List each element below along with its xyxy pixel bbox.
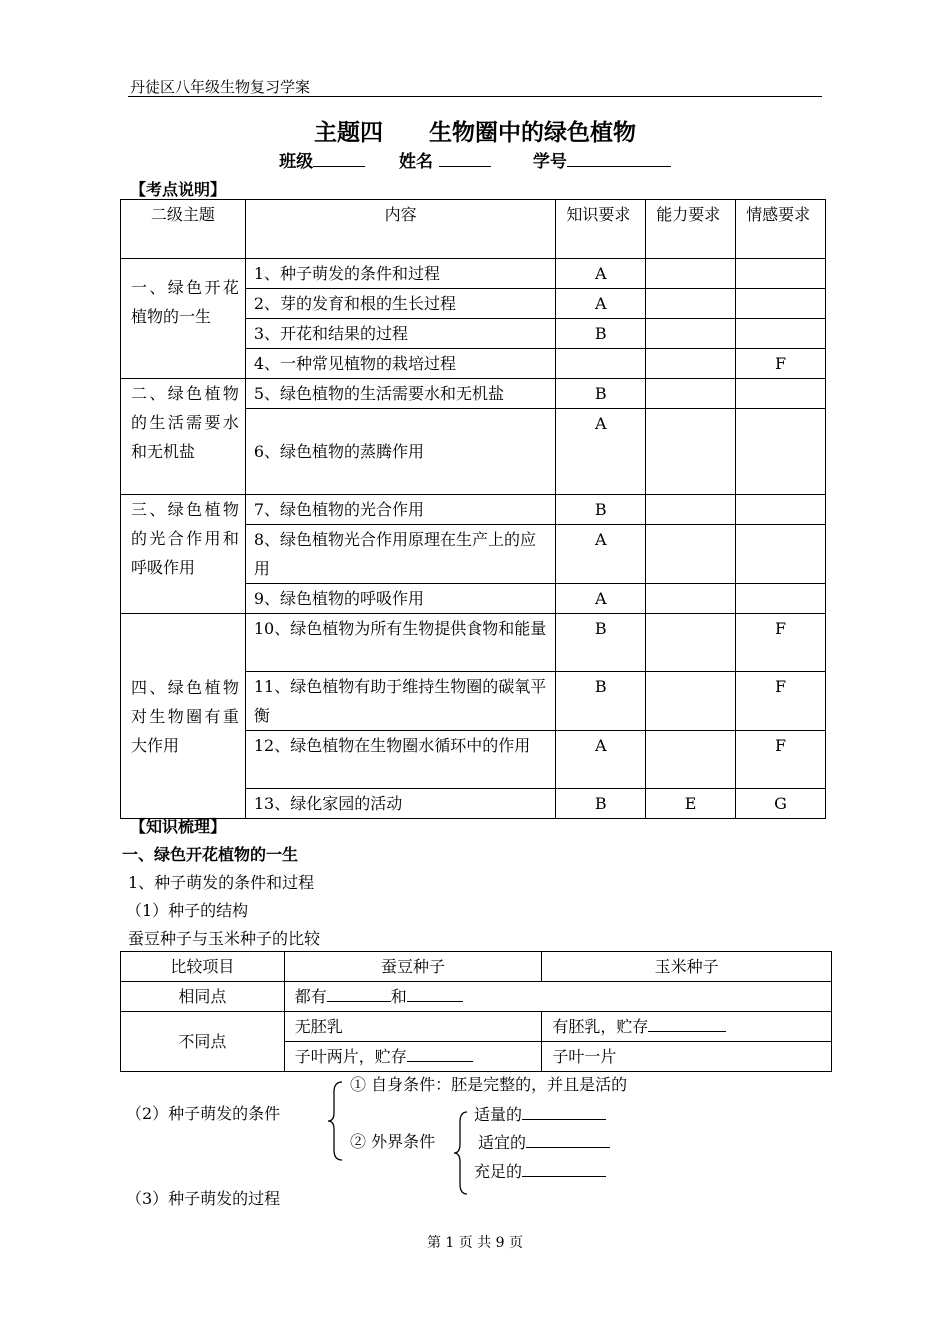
row-content: 13、绿化家园的活动	[245, 789, 555, 819]
row-content: 9、绿色植物的呼吸作用	[245, 584, 555, 614]
bean-diff-2-blank	[407, 1043, 473, 1062]
row-knowledge: B	[556, 379, 646, 409]
same-text-2: 和	[390, 987, 407, 1006]
row-content: 11、绿色植物有助于维持生物圈的碳氧平衡	[245, 672, 555, 731]
class-label: 班级	[279, 152, 314, 172]
row-ability	[646, 259, 736, 289]
row-content: 5、绿色植物的生活需要水和无机盐	[245, 379, 555, 409]
row-emotion	[736, 495, 826, 525]
header-emotion: 情感要求	[736, 200, 826, 259]
row-content: 4、一种常见植物的栽培过程	[245, 349, 555, 379]
name-blank	[439, 149, 491, 167]
corn-diff-1-text: 有胚乳，贮存	[552, 1017, 649, 1036]
row-ability	[646, 319, 736, 349]
sub1-seed-structure: （1）种子的结构	[126, 901, 249, 920]
row-emotion: G	[736, 789, 826, 819]
bean-diff-1: 无胚乳	[284, 1012, 542, 1042]
topic-2: 二、绿色植物的生活需要水和无机盐	[121, 379, 246, 495]
bean-diff-2	[284, 1042, 542, 1072]
row-ability	[646, 495, 736, 525]
row-knowledge: A	[556, 731, 646, 789]
row-knowledge: A	[556, 289, 646, 319]
conditions-label: （2）种子萌发的条件	[126, 1104, 281, 1123]
row-knowledge: A	[556, 409, 646, 495]
class-blank	[313, 149, 365, 167]
title-topic-name: 生物圈中的绿色植物	[429, 120, 636, 146]
ext-water-blank	[522, 1101, 606, 1120]
row-knowledge: A	[556, 525, 646, 584]
compare-header-item: 比较项目	[121, 952, 285, 982]
table-header-row	[121, 200, 826, 259]
page-footer: 第 1 页 共 9 页	[426, 1235, 524, 1251]
ext-temperature-text: 适宜的	[478, 1133, 527, 1152]
topic-1: 一、绿色开花植物的一生	[121, 259, 246, 379]
section-knowledge-review: 【知识梳理】	[130, 817, 227, 836]
row-ability	[646, 614, 736, 672]
table-row	[121, 614, 826, 672]
page-title	[0, 114, 950, 147]
same-label: 相同点	[121, 982, 285, 1012]
row-content: 7、绿色植物的光合作用	[245, 495, 555, 525]
row-content: 1、种子萌发的条件和过程	[245, 259, 555, 289]
header-ability: 能力要求	[646, 200, 736, 259]
compare-same-row	[121, 982, 832, 1012]
row-ability	[646, 379, 736, 409]
row-ability	[646, 525, 736, 584]
row-emotion: F	[736, 349, 826, 379]
corn-diff-1-blank	[648, 1013, 726, 1032]
row-ability	[646, 731, 736, 789]
process-label: （3）种子萌发的过程	[126, 1189, 281, 1208]
table-row	[121, 495, 826, 525]
compare-header-row	[121, 952, 832, 982]
row-knowledge	[556, 349, 646, 379]
row-emotion: F	[736, 731, 826, 789]
topic-4: 四、绿色植物对生物圈有重大作用	[121, 614, 246, 819]
compare-header-corn: 玉米种子	[542, 952, 832, 982]
name-label: 姓名	[399, 152, 433, 172]
document-header: 丹徒区八年级生物复习学案	[130, 78, 311, 96]
row-emotion	[736, 409, 826, 495]
row-emotion	[736, 289, 826, 319]
seed-compare-table	[120, 951, 832, 1072]
corn-diff-1	[542, 1012, 832, 1042]
ext-air	[474, 1158, 606, 1182]
row-emotion	[736, 525, 826, 584]
header-knowledge: 知识要求	[556, 200, 646, 259]
title-topic-number: 主题四	[314, 120, 383, 146]
compare-header-bean: 蚕豆种子	[284, 952, 542, 982]
corn-diff-2: 子叶一片	[542, 1042, 832, 1072]
row-content: 10、绿色植物为所有生物提供食物和能量	[245, 614, 555, 672]
row-emotion: F	[736, 672, 826, 731]
row-ability	[646, 409, 736, 495]
header-rule	[128, 96, 822, 97]
row-ability	[646, 289, 736, 319]
id-blank	[567, 149, 671, 167]
header-topic: 二级主题	[121, 200, 246, 259]
row-ability	[646, 672, 736, 731]
row-emotion	[736, 259, 826, 289]
row-knowledge: B	[556, 319, 646, 349]
diff-label: 不同点	[121, 1012, 285, 1072]
row-ability: E	[646, 789, 736, 819]
compare-title: 蚕豆种子与玉米种子的比较	[128, 929, 321, 948]
section-exam-points: 【考点说明】	[130, 180, 227, 199]
external-condition: ② 外界条件	[350, 1132, 436, 1151]
exam-points-table	[120, 199, 826, 819]
row-knowledge: B	[556, 672, 646, 731]
row-content: 6、绿色植物的蒸腾作用	[245, 409, 555, 495]
compare-diff-row-1	[121, 1012, 832, 1042]
item1-title: 1、种子萌发的条件和过程	[128, 873, 315, 892]
outer-brace	[326, 1080, 348, 1162]
row-ability	[646, 584, 736, 614]
header-content: 内容	[245, 200, 555, 259]
self-condition: ① 自身条件：胚是完整的，并且是活的	[350, 1075, 628, 1094]
id-label: 学号	[532, 152, 567, 172]
ext-air-blank	[522, 1158, 606, 1177]
same-content	[284, 982, 831, 1012]
row-content: 8、绿色植物光合作用原理在生产上的应用	[245, 525, 555, 584]
ext-temperature-blank	[526, 1129, 610, 1148]
row-emotion	[736, 584, 826, 614]
row-knowledge: A	[556, 584, 646, 614]
row-knowledge: B	[556, 495, 646, 525]
inner-brace	[452, 1110, 472, 1196]
ext-water	[474, 1101, 606, 1125]
row-knowledge: B	[556, 614, 646, 672]
row-content: 3、开花和结果的过程	[245, 319, 555, 349]
same-blank-1	[327, 983, 391, 1002]
ext-air-text: 充足的	[474, 1162, 523, 1181]
row-knowledge: B	[556, 789, 646, 819]
row-content: 12、绿色植物在生物圈水循环中的作用	[245, 731, 555, 789]
table-row	[121, 259, 826, 289]
part1-heading: 一、绿色开花植物的一生	[122, 845, 299, 864]
row-content: 2、芽的发育和根的生长过程	[245, 289, 555, 319]
ext-water-text: 适量的	[474, 1105, 523, 1124]
table-row	[121, 379, 826, 409]
student-info	[0, 147, 950, 172]
row-knowledge: A	[556, 259, 646, 289]
row-emotion	[736, 319, 826, 349]
row-ability	[646, 349, 736, 379]
row-emotion: F	[736, 614, 826, 672]
same-blank-2	[407, 983, 463, 1002]
bean-diff-2-text: 子叶两片，贮存	[294, 1047, 407, 1066]
row-emotion	[736, 379, 826, 409]
ext-temperature	[478, 1129, 610, 1153]
same-text-1: 都有	[294, 987, 327, 1006]
topic-3: 三、绿色植物的光合作用和呼吸作用	[121, 495, 246, 614]
